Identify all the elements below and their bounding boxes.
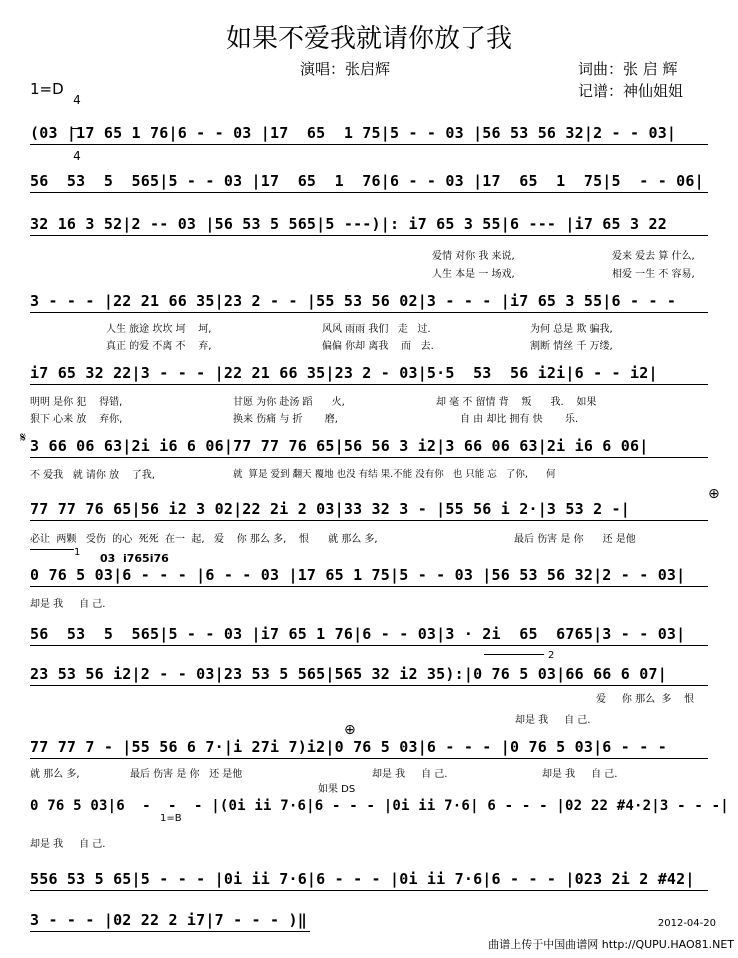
- stave-3: 32 16 3 52|2 -- 03 |56 53 5 565|5 ---)|: i7 65 3 55|6 --- |i7 65 3 22: [30, 215, 667, 233]
- stave-6: 3 66 06 63|2i i6 6 06|77 77 76 65|56 56 3 i2|3 66 06 63|2i i6 6 06|: [30, 437, 649, 455]
- lyric-line: 换来 伤痛 与 折 磨,: [233, 414, 338, 425]
- beam-line: [30, 931, 310, 932]
- lyric-line: 就 那么 多,: [30, 769, 80, 780]
- volta-2-label: 2: [548, 650, 555, 661]
- lyric-line: 却是 我 自 己.: [542, 769, 618, 780]
- stave-1: (03 |17 65 1 76|6 - - 03 |17 65 1 75|5 - - 03 |56 53 56 32|2 - - 03|: [30, 124, 677, 142]
- volta-2-bracket: [484, 654, 544, 655]
- beam-line: [30, 192, 708, 193]
- coda-instruction: 如果 DS: [318, 784, 356, 795]
- lyric-line: 不 爱我 就 请你 放 了我,: [30, 470, 155, 481]
- lyric-line: 偏偏 你却 离我 而 去.: [322, 341, 434, 352]
- lyric-line: 狠下 心来 放 弃你,: [30, 414, 123, 425]
- lyric-line: 风风 雨雨 我们 走 过.: [322, 324, 431, 335]
- lyric-line: 爱情 对你 我 来说,: [432, 251, 515, 262]
- beam-line: [30, 235, 708, 236]
- beam-line: [30, 384, 708, 385]
- lyric-line: 人生 旅途 坎坎 坷 坷,: [106, 324, 212, 335]
- lyric-line: 爱来 爱去 算 什么,: [612, 251, 695, 262]
- beam-line: [30, 312, 708, 313]
- beam-line: [30, 520, 708, 521]
- beam-line: [30, 645, 708, 646]
- lyric-line: 真正 的爱 不离 不 弃,: [106, 341, 212, 352]
- volta-1-bracket: [30, 549, 74, 550]
- beam-line: [30, 890, 708, 891]
- lyric-line: 最后 伤害 是 你 还 是他: [130, 769, 243, 780]
- stave-8: 0 76 5 03|6 - - - |6 - - 03 |17 65 1 75|5 - - 03 |56 53 56 32|2 - - 03|: [30, 566, 686, 584]
- date-stamp: 2012-04-20: [657, 918, 716, 929]
- stave-13: 556 53 5 65|5 - - - |0i ii 7·6|6 - - - |0i ii 7·6|6 - - - |023 2i 2 #42|: [30, 870, 695, 888]
- alt-ending-notes: 03 i765i76: [100, 552, 169, 565]
- time-signature-top: 4: [73, 93, 81, 107]
- stave-2: 56 53 5 565|5 - - 03 |17 65 1 76|6 - - 03 |17 65 1 75|5 - - 06|: [30, 172, 704, 190]
- time-signature: [72, 73, 82, 173]
- key-signature: 1=D: [30, 80, 64, 98]
- beam-line: [30, 457, 708, 458]
- lyric-line: 最后 伤害 是 你 还 是他: [514, 534, 636, 545]
- beam-line: [30, 685, 708, 686]
- lyric-line: 自 由 却比 拥有 快 乐.: [460, 414, 579, 425]
- arranger-credit: 记谱：神仙姐姐: [578, 82, 684, 100]
- beam-line: [30, 144, 708, 145]
- lyric-line: 割断 情丝 千 万缕,: [530, 341, 613, 352]
- lyric-line: 明明 是你 犯 得错,: [30, 397, 123, 408]
- coda-sign: ⊕: [344, 722, 356, 738]
- coda-sign: ⊕: [708, 486, 720, 502]
- lyric-line: 却是 我 自 己.: [30, 599, 106, 610]
- composer-credit: 词曲：张 启 辉: [578, 60, 678, 78]
- stave-11: 77 77 7 - |55 56 6 7·|i 27i 7)i2|0 76 5 03|6 - - - |0 76 5 03|6 - - -: [30, 738, 667, 756]
- lyric-line: 却是 我 自 己.: [372, 769, 448, 780]
- lyric-line: 却是 我 自 己.: [30, 839, 106, 850]
- singer-credit: 演唱：张启辉: [300, 60, 391, 78]
- lyric-line: 却是 我 自 己.: [515, 715, 591, 726]
- stave-5: i7 65 32 22|3 - - - |22 21 66 35|23 2 - 03|5·5 53 56 i2i|6 - - i2|: [30, 364, 658, 382]
- source-credit: 曲谱上传于中国曲谱网 http://QUPU.HAO81.NET: [488, 938, 734, 951]
- page-title: 如果不爱我就请你放了我: [225, 24, 512, 54]
- lyric-line: 却 毫 不 留情 背 叛 我. 如果: [436, 397, 597, 408]
- lyric-line: 爱 你 那么 多 恨: [596, 694, 695, 705]
- lyric-line: 就 算是 爱到 翻天 覆地 也没 有结 果.不能 没有你 也 只能 忘 了你, 何: [233, 469, 556, 480]
- volta-1-label: 1: [74, 547, 81, 558]
- lyric-line: 甘愿 为你 赴汤 蹈 火,: [233, 397, 345, 408]
- lyric-line: 必让 两颗 受伤 的心 死死 在一 起, 爱 你 那么 多, 恨 就 那么 多,: [30, 534, 378, 545]
- stave-4: 3 - - - |22 21 66 35|23 2 - - |55 53 56 02|3 - - - |i7 65 3 55|6 - - -: [30, 292, 677, 310]
- beam-line: [30, 758, 708, 759]
- lyric-line: 人生 本是 一 场戏,: [432, 269, 515, 280]
- lyric-line: 相爱 一生 不 容易,: [612, 269, 695, 280]
- time-signature-bottom: 4: [73, 149, 81, 163]
- beam-line: [30, 586, 708, 587]
- lyric-line: 为何 总是 欺 骗我,: [530, 324, 613, 335]
- segno-sign: 𝄋: [20, 430, 27, 446]
- key-change: 1=B: [160, 813, 182, 824]
- stave-7: 77 77 76 65|56 i2 3 02|22 2i 2 03|33 32 3 - |55 56 i 2·|3 53 2 -|: [30, 500, 630, 518]
- stave-10: 23 53 56 i2|2 - - 03|23 53 5 565|565 32 i2 35):|0 76 5 03|66 66 6 07|: [30, 665, 667, 683]
- stave-9: 56 53 5 565|5 - - 03 |i7 65 1 76|6 - - 03|3 · 2i 65 6765|3 - - 03|: [30, 625, 686, 643]
- stave-12: 0 76 5 03|6 - - - |(0i ii 7·6|6 - - - |0i ii 7·6| 6 - - - |02 22 #4·2|3 - - -|: [30, 798, 729, 814]
- stave-14: 3 - - - |02 22 2 i7|7 - - - )‖: [30, 911, 307, 929]
